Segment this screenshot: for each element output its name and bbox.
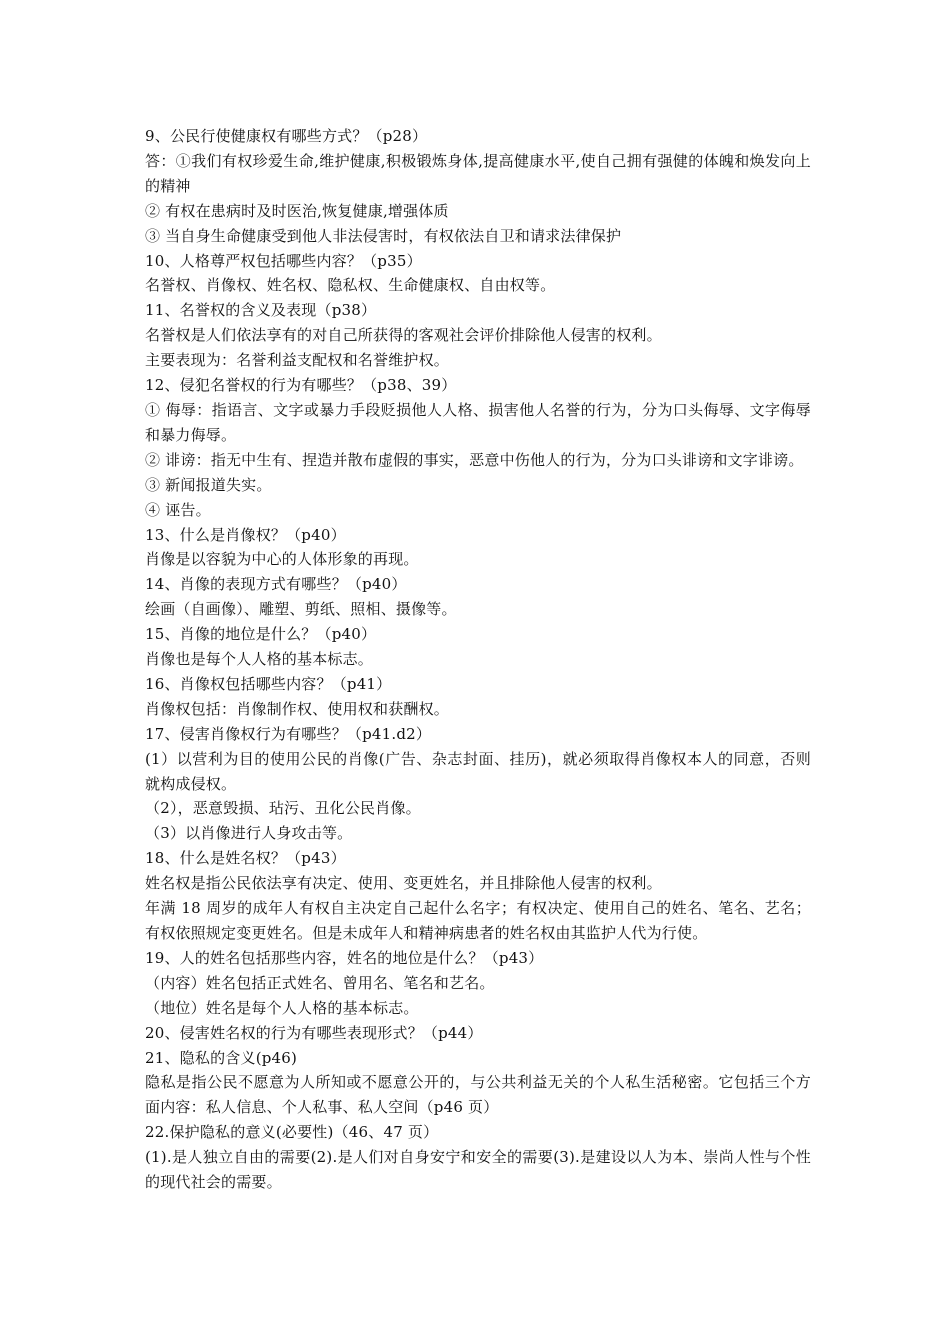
answer-text: (1).是人独立自由的需要(2).是人们对自身安宁和安全的需要(3).是建设以人为本、崇尚人性与个性的现代社会的需要。 [145,1148,811,1192]
question-18: 18、什么是姓名权？（p43） [145,849,346,868]
question-20: 20、侵害姓名权的行为有哪些表现形式？（p44） [145,1023,483,1042]
answer-text: 主要表现为：名誉利益支配权和名誉维护权。 [145,351,450,370]
answer-text: ④ 诬告。 [145,500,211,519]
answer-text: ① 侮辱：指语言、文字或暴力手段贬损他人人格、损害他人名誉的行为，分为口头侮辱、文字侮辱和暴力侮辱。 [145,400,811,444]
question-13: 13、什么是肖像权？（p40） [145,525,346,544]
question-15: 15、肖像的地位是什么？（p40） [145,625,377,644]
answer-text: ② 诽谤：指无中生有、捏造并散布虚假的事实，恶意中伤他人的行为，分为口头诽谤和文字诽谤。 [145,450,804,469]
question-9: 9、公民行使健康权有哪些方式？（p28） [145,127,428,145]
answer-text: 答：①我们有权珍爱生命,维护健康,积极锻炼身体,提高健康水平,使自己拥有强健的体魄和焕发向上的精神 [145,151,811,195]
question-12: 12、侵犯名誉权的行为有哪些？（p38、39） [145,376,457,395]
question-10: 10、人格尊严权包括哪些内容？（p35） [145,251,422,270]
question-19: 19、人的姓名包括那些内容，姓名的地位是什么？（p43） [145,948,544,967]
answer-text: ③ 新闻报道失实。 [145,475,272,494]
answer-text: 名誉权是人们依法享有的对自己所获得的客观社会评价排除他人侵害的权利。 [145,326,662,345]
answer-text: 年满 18 周岁的成年人有权自主决定自己起什么名字；有权决定、使用自己的姓名、笔名、艺名；有权依照规定变更姓名。但是未成年人和精神病患者的姓名权由其监护人代为行使。 [145,899,811,942]
answer-text: 肖像权包括：肖像制作权、使用权和获酬权。 [145,699,450,718]
answer-text: 名誉权、肖像权、姓名权、隐私权、生命健康权、自由权等。 [145,276,556,295]
answer-text: (1）以营利为目的使用公民的肖像(广告、杂志封面、挂历)，就必须取得肖像权本人的同意，否则就构成侵权。 [145,749,811,793]
answer-text: （内容）姓名包括正式姓名、曾用名、笔名和艺名。 [145,973,495,992]
answer-text: 姓名权是指公民依法享有决定、使用、变更姓名，并且排除他人侵害的权利。 [145,874,662,893]
answer-text: ③ 当自身生命健康受到他人非法侵害时，有权依法自卫和请求法律保护 [145,226,622,245]
answer-text: ② 有权在患病时及时医治,恢复健康,增强体质 [145,201,449,220]
answer-text: （3）以肖像进行人身攻击等。 [145,824,353,843]
question-21: 21、隐私的含义(p46) [145,1048,298,1067]
answer-text: 肖像也是每个人人格的基本标志。 [145,650,374,669]
answer-text: （2），恶意毁损、玷污、丑化公民肖像。 [145,799,421,818]
question-11: 11、名誉权的含义及表现（p38） [145,301,377,320]
question-16: 16、肖像权包括哪些内容？（p41） [145,674,392,693]
answer-text: 绘画（自画像）、雕塑、剪纸、照相、摄像等。 [145,600,457,619]
question-17: 17、侵害肖像权行为有哪些？（p41.d2） [145,724,432,743]
document-body [145,124,811,1195]
answer-text: （地位）姓名是每个人人格的基本标志。 [145,998,419,1017]
question-22: 22.保护隐私的意义(必要性)（46、47 页） [145,1123,439,1142]
answer-text: 肖像是以容貌为中心的人体形象的再现。 [145,550,419,569]
answer-text: 隐私是指公民不愿意为人所知或不愿意公开的，与公共利益无关的个人私生活秘密。它包括三个方面内容：私人信息、个人私事、私人空间（p46 页） [145,1073,811,1117]
question-14: 14、肖像的表现方式有哪些？（p40） [145,575,407,594]
